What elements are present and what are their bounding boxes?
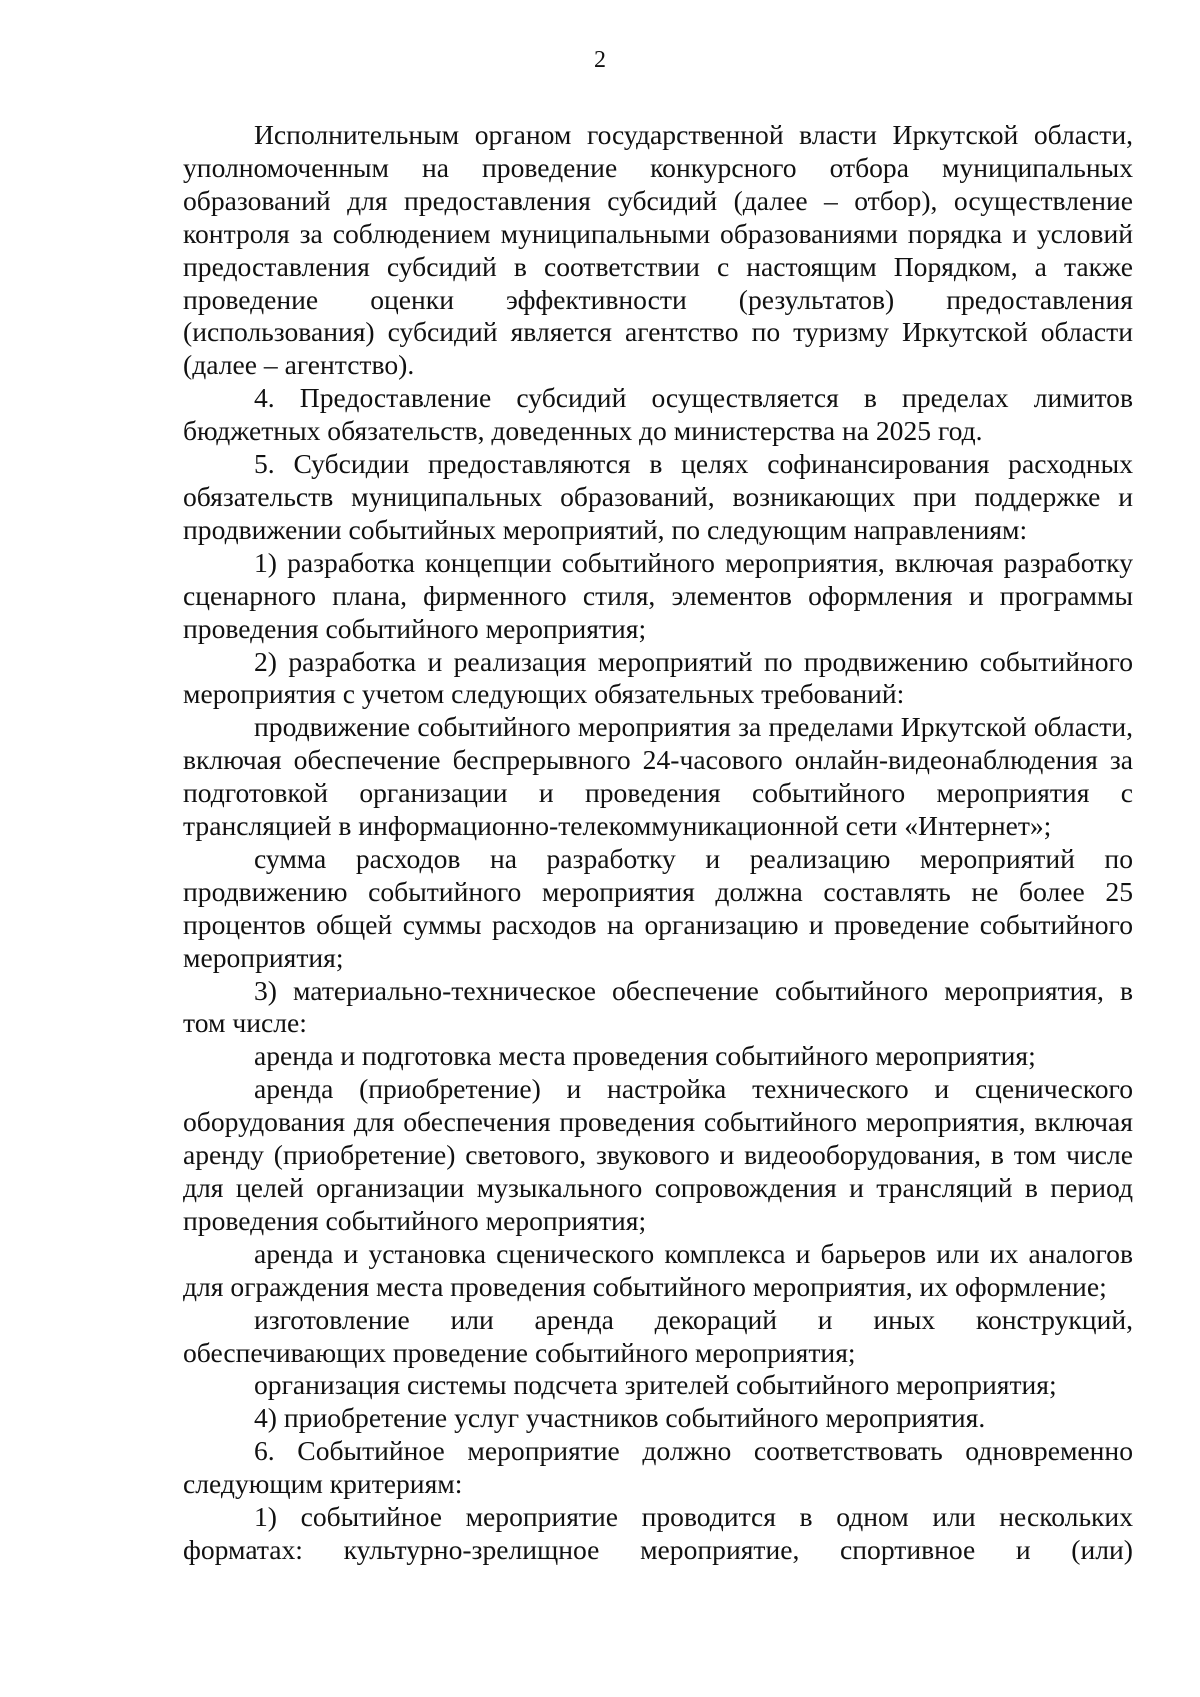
paragraph-4-subsidy-limits: 4. Предоставление субсидий осуществляется в пределах лимитов бюджетных обязательств, доведенных до министерства на 2025 год. (183, 382, 1133, 447)
list-item-3-technical-support: 3) материально-техническое обеспечение событийного мероприятия, в том числе: (183, 974, 1133, 1039)
list-item-4-participant-services: 4) приобретение услуг участников событийного мероприятия. (254, 1402, 986, 1434)
sub-item-stage-installation: аренда и установка сценического комплекса и барьеров или их аналогов для ограждения места проведения событийного мероприятия, их оформление; (183, 1237, 1133, 1302)
sub-item-equipment-rental: аренда (приобретение) и настройка технического и сценического оборудования для обеспечения проведения событийного мероприятия, включая аренду (приобретение) светового, звукового и видеооборудования, в том числе для целей организации музыкального сопровождения и трансляций в период проведения событийного мероприятия; (183, 1073, 1133, 1236)
sub-item-venue-rental: аренда и подготовка места проведения событийного мероприятия; (254, 1040, 1036, 1072)
page-number: 2 (594, 47, 606, 73)
list-item-1-concept-development: 1) разработка концепции событийного мероприятия, включая разработку сценарного плана, фирменного стиля, элементов оформления и программы проведения событийного мероприятия; (183, 546, 1133, 644)
paragraph-6-event-criteria: 6. Событийное мероприятие должно соответствовать одновременно следующим критериям: (183, 1435, 1133, 1500)
sub-item-visitor-counting: организация системы подсчета зрителей событийного мероприятия; (254, 1369, 1057, 1401)
paragraph-5-subsidy-purposes: 5. Субсидии предоставляются в целях софинансирования расходных обязательств муниципальных образований, возникающих при поддержке и продвижении событийных мероприятий, по следующим направлениям: (183, 448, 1133, 545)
criteria-item-1-formats: 1) событийное мероприятие проводится в одном или нескольких форматах: культурно-зрелищное мероприятие, спортивное и (или) (183, 1501, 1133, 1565)
paragraph-executive-body: Исполнительным органом государственной власти Иркутской области, уполномоченным на проведение конкурсного отбора муниципальных образований для предоставления субсидий (далее – отбор), осуществление контроля за соблюдением муниципальными образованиями порядка и условий предоставления субсидий в соответствии с настоящим Порядком, а также проведение оценки эффективности (результатов) предоставления (использования) субсидий является агентство по туризму Иркутской области (далее – агентство). (183, 119, 1133, 381)
list-item-2-promotion: 2) разработка и реализация мероприятий по продвижению событийного мероприятия с учетом следующих обязательных требований: (183, 645, 1133, 710)
sub-item-decorations: изготовление или аренда декораций и иных конструкций, обеспечивающих проведение событийного мероприятия; (183, 1303, 1133, 1368)
requirement-promotion-outside-region: продвижение событийного мероприятия за пределами Иркутской области, включая обеспечение беспрерывного 24-часового онлайн-видеонаблюдения за подготовкой организации и проведения событийного мероприятия с трансляцией в информационно-телекоммуникационной сети «Интернет»; (183, 711, 1133, 842)
document-body (183, 119, 1133, 1567)
requirement-promotion-cost-limit: сумма расходов на разработку и реализацию мероприятий по продвижению событийного мероприятия должна составлять не более 25 процентов общей суммы расходов на организацию и проведение событийного мероприятия; (183, 842, 1133, 973)
